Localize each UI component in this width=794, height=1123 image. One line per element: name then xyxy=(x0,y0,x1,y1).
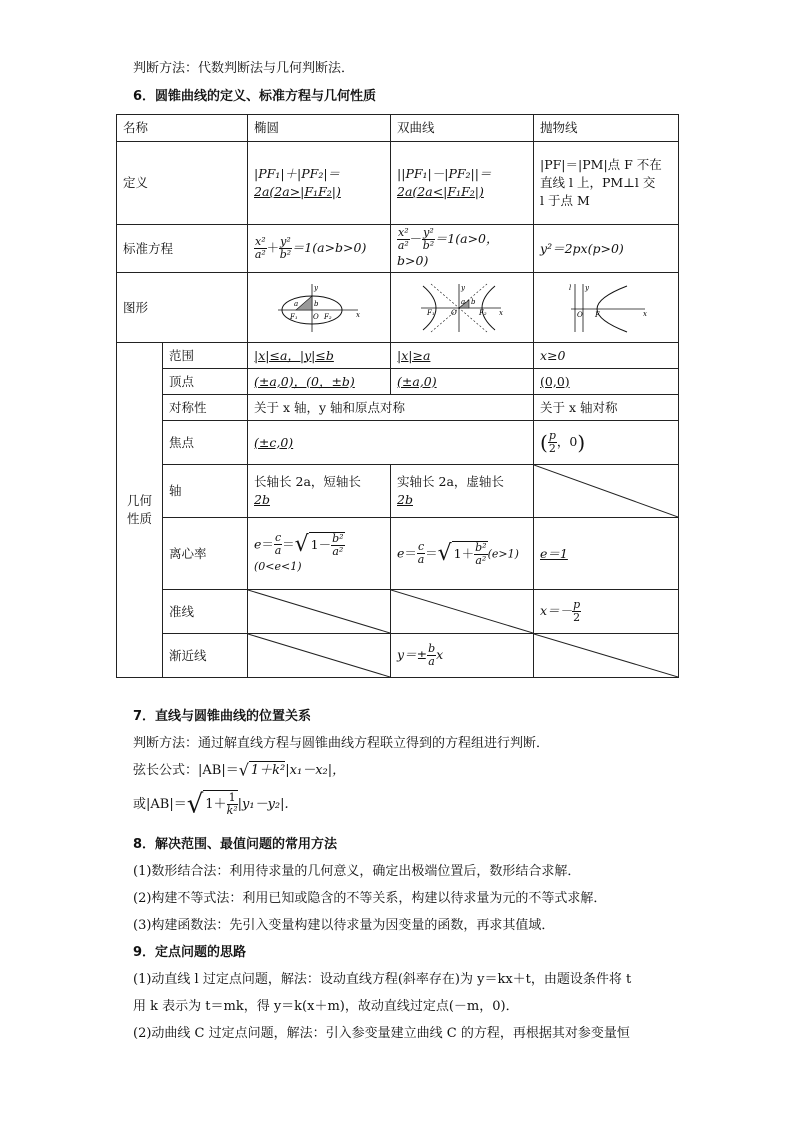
b-over-a-fraction: $\frac{b}{a}$ xyxy=(428,642,436,668)
diagonal-slash xyxy=(248,634,390,677)
definition-hyperbola xyxy=(391,142,534,225)
header-parabola: 抛物线 xyxy=(534,115,679,142)
section-8-item-2: (2)构建不等式法：利用已知或隐含的不等关系，构建以待求量为元的不等式求解． xyxy=(133,891,607,906)
range-hyperbola: |x|≥a xyxy=(391,343,534,369)
svg-text:x: x xyxy=(499,308,503,317)
section-7-method: 判断方法：通过解直线方程与圆锥曲线方程联立得到的方程组进行判断． xyxy=(133,736,550,751)
definition-ellipse xyxy=(248,142,391,225)
svg-text:F₁: F₁ xyxy=(427,308,435,317)
intro-text: 判断方法：代数判断法与几何判断法． xyxy=(133,61,355,76)
focus-parabola-tail: ，0 xyxy=(556,434,578,449)
eccentricity-hyperbola-tail: (e>1) xyxy=(487,547,519,560)
one-over-k2-fraction: $\frac{1}{\text{k²}}$ xyxy=(226,791,238,817)
p-over-2-fraction: $\frac{p}{2}$ xyxy=(548,429,556,455)
focus-label: 焦点 xyxy=(163,421,248,465)
geometric-properties-label-line1: 几何 xyxy=(126,493,152,508)
axis-ellipse-line2: 2b xyxy=(254,492,270,507)
range-parabola: x≥0 xyxy=(534,343,679,369)
c-over-a-fraction: $\frac{c}{a}$ xyxy=(417,540,425,566)
section-9-heading: 9．定点问题的思路 xyxy=(133,945,247,960)
geometric-properties-label-line2: 性质 xyxy=(126,511,152,526)
asymptote-label: 渐近线 xyxy=(163,634,248,678)
definition-parabola-line1: |PF|＝|PM|点 F 不在 xyxy=(540,157,662,172)
diagonal-slash xyxy=(391,590,533,633)
directrix-parabola-head: x＝－ xyxy=(540,603,573,618)
axis-ellipse-line1: 长轴长 2a，短轴长 xyxy=(254,474,361,489)
svg-text:b: b xyxy=(314,299,319,308)
standard-equation-row xyxy=(117,225,679,273)
b2-over-a2-fraction: $\frac{\text{b²}}{\text{a²}}$ xyxy=(475,540,487,567)
range-ellipse: |x|≤a，|y|≤b xyxy=(248,343,391,369)
diagonal-slash xyxy=(534,465,678,517)
definition-label: 定义 xyxy=(117,142,248,225)
focus-ellipse-hyperbola: (±c,0) xyxy=(248,421,534,465)
svg-text:y: y xyxy=(585,283,589,292)
chord-length-formula-alt: 或|AB|＝√ 1＋ $\frac{1}{\text{k²}}$ |y₁－y₂|. xyxy=(133,789,289,820)
svg-text:l: l xyxy=(569,283,572,292)
directrix-label: 准线 xyxy=(163,590,248,634)
figure-row xyxy=(117,273,679,343)
svg-text:a: a xyxy=(461,297,466,306)
header-hyperbola: 双曲线 xyxy=(391,115,534,142)
conic-sections-table xyxy=(116,114,679,678)
standard-equation-hyperbola: $\frac{\text{x²}}{\text{a²}}$ － $\frac{\text{y²}}{\text{b²}}$ ＝1(a>0，b>0) xyxy=(391,225,534,273)
section-9-item-1b: 用 k 表示为 t＝mk，得 y＝k(x＋m)，故动直线过定点(－m，0)． xyxy=(133,999,519,1014)
standard-equation-ellipse-tail: ＝1(a>b>0) xyxy=(291,240,367,255)
svg-text:O: O xyxy=(451,308,457,317)
axis-hyperbola-line2: 2b xyxy=(397,492,413,507)
standard-equation-hyperbola-tail: ＝1(a>0，b>0) xyxy=(397,231,499,268)
parabola-figure-cell xyxy=(534,273,679,343)
vertex-hyperbola: (±a,0) xyxy=(391,369,534,395)
svg-text:F: F xyxy=(595,310,600,319)
eccentricity-ellipse: e＝ $\frac{c}{a}$ ＝√ 1－ $\frac{\text{b²}}{\text{a²}}$ (0<e<1) xyxy=(248,518,391,590)
svg-text:b: b xyxy=(471,297,476,306)
symmetry-row xyxy=(117,395,679,421)
asymptote-hyperbola-tail: x xyxy=(436,647,444,662)
definition-parabola-line3: l 于点 M xyxy=(540,193,590,208)
svg-text:x: x xyxy=(643,309,647,318)
definition-parabola xyxy=(534,142,679,225)
eccentricity-hyperbola: e＝ $\frac{c}{a}$ ＝√ 1＋ $\frac{\text{b²}}{\text{a²}}$ (e>1) xyxy=(391,518,534,590)
section-8-heading: 8．解决范围、最值问题的常用方法 xyxy=(133,837,338,852)
section-9-item-2: (2)动曲线 C 过定点问题，解法：引入参变量建立曲线 C 的方程，再根据其对参变量恒 xyxy=(133,1026,630,1041)
section-6-heading: 6．圆锥曲线的定义、标准方程与几何性质 xyxy=(133,89,377,104)
directrix-parabola xyxy=(534,590,679,634)
svg-text:y: y xyxy=(314,283,318,292)
svg-text:F₂: F₂ xyxy=(479,308,487,317)
diagonal-slash xyxy=(248,590,390,633)
focus-row xyxy=(117,421,679,465)
svg-text:x: x xyxy=(356,310,360,319)
chord-formula-radicand: 1＋k² xyxy=(250,763,286,778)
svg-text:O: O xyxy=(313,312,319,321)
axis-hyperbola-line1: 实轴长 2a，虚轴长 xyxy=(397,474,504,489)
hyperbola-figure xyxy=(419,282,505,334)
axis-parabola-empty xyxy=(534,465,679,518)
svg-text:O: O xyxy=(577,310,583,319)
definition-ellipse-line2: 2a(2a>|F₁F₂|) xyxy=(254,184,341,199)
vertex-ellipse: (±a,0)，(0，±b) xyxy=(248,369,391,395)
eccentricity-row xyxy=(117,518,679,590)
geometric-properties-label xyxy=(117,343,163,678)
figure-label: 图形 xyxy=(117,273,248,343)
p-over-2-fraction: $\frac{p}{2}$ xyxy=(573,598,581,624)
chord-formula-tail: |x₁－x₂|， xyxy=(285,763,346,778)
definition-hyperbola-line1: ||PF₁|－|PF₂||＝ xyxy=(397,166,492,181)
svg-text:F₁: F₁ xyxy=(290,312,298,321)
chord-formula-head: 弦长公式：|AB|＝ xyxy=(133,763,239,778)
hyperbola-figure-cell xyxy=(391,273,534,343)
c-over-a-fraction: $\frac{c}{a}$ xyxy=(274,531,282,557)
section-9-item-1a: (1)动直线 l 过定点问题，解法：设动直线方程(斜率存在)为 y＝kx＋t，由题设条件将 t xyxy=(133,972,632,987)
y2-over-b2-fraction: $\frac{\text{y²}}{\text{b²}}$ xyxy=(279,235,292,261)
directrix-ellipse-empty xyxy=(248,590,391,634)
alt-formula-head: 或|AB|＝ xyxy=(133,797,187,812)
chord-length-formula: 弦长公式：|AB|＝√ 1＋k²|x₁－x₂|， xyxy=(133,760,346,780)
svg-text:a: a xyxy=(294,299,299,308)
header-ellipse: 椭圆 xyxy=(248,115,391,142)
asymptote-ellipse-empty xyxy=(248,634,391,678)
y2-over-b2-fraction: $\frac{\text{y²}}{\text{b²}}$ xyxy=(422,226,435,252)
axis-row xyxy=(117,465,679,518)
x2-over-a2-fraction: $\frac{\text{x²}}{\text{a²}}$ xyxy=(254,235,266,261)
asymptote-hyperbola xyxy=(391,634,534,678)
table-header-row xyxy=(117,115,679,142)
definition-parabola-line2: 直线 l 上，PM⊥l 交 xyxy=(540,175,656,190)
symmetry-parabola: 关于 x 轴对称 xyxy=(534,395,679,421)
vertex-parabola: (0,0) xyxy=(534,369,679,395)
axis-ellipse xyxy=(248,465,391,518)
section-8-item-1: (1)数形结合法：利用待求量的几何意义，确定出极端位置后，数形结合求解． xyxy=(133,864,581,879)
b2-over-a2-fraction: $\frac{\text{b²}}{\text{a²}}$ xyxy=(332,531,344,558)
symmetry-ellipse-hyperbola: 关于 x 轴，y 轴和原点对称 xyxy=(248,395,534,421)
x2-over-a2-fraction: $\frac{\text{x²}}{\text{a²}}$ xyxy=(397,226,409,252)
svg-text:y: y xyxy=(461,283,465,292)
vertex-label: 顶点 xyxy=(163,369,248,395)
ellipse-figure xyxy=(276,282,362,334)
range-label: 范围 xyxy=(163,343,248,369)
eccentricity-parabola: e＝1 xyxy=(534,518,679,590)
standard-equation-ellipse: $\frac{\text{x²}}{\text{a²}}$ ＋ $\frac{\text{y²}}{\text{b²}}$ ＝1(a>b>0) xyxy=(248,225,391,273)
header-name: 名称 xyxy=(117,115,248,142)
definition-ellipse-line1: |PF₁|＋|PF₂|＝ xyxy=(254,166,341,181)
asymptote-parabola-empty xyxy=(534,634,679,678)
vertex-row xyxy=(117,369,679,395)
eccentricity-label: 离心率 xyxy=(163,518,248,590)
ellipse-figure-cell xyxy=(248,273,391,343)
diagonal-slash xyxy=(534,634,678,677)
standard-equation-parabola: y²＝2px(p>0) xyxy=(534,225,679,273)
standard-equation-label: 标准方程 xyxy=(117,225,248,273)
parabola-figure xyxy=(563,282,649,334)
section-8-item-3: (3)构建函数法：先引入变量构建以待求量为因变量的函数，再求其值域． xyxy=(133,918,555,933)
symmetry-label: 对称性 xyxy=(163,395,248,421)
eccentricity-ellipse-range: (0<e<1) xyxy=(254,559,302,573)
focus-parabola: ( $\frac{p}{2}$ ，0) xyxy=(534,421,679,465)
range-row xyxy=(117,343,679,369)
axis-label: 轴 xyxy=(163,465,248,518)
svg-text:F₂: F₂ xyxy=(324,312,332,321)
directrix-hyperbola-empty xyxy=(391,590,534,634)
definition-hyperbola-line2: 2a(2a<|F₁F₂|) xyxy=(397,184,484,199)
section-7-heading: 7．直线与圆锥曲线的位置关系 xyxy=(133,709,312,724)
axis-hyperbola xyxy=(391,465,534,518)
directrix-row xyxy=(117,590,679,634)
definition-row xyxy=(117,142,679,225)
asymptote-hyperbola-head: y＝± xyxy=(397,647,428,662)
alt-formula-tail: |y₁－y₂|. xyxy=(237,797,289,812)
asymptote-row xyxy=(117,634,679,678)
